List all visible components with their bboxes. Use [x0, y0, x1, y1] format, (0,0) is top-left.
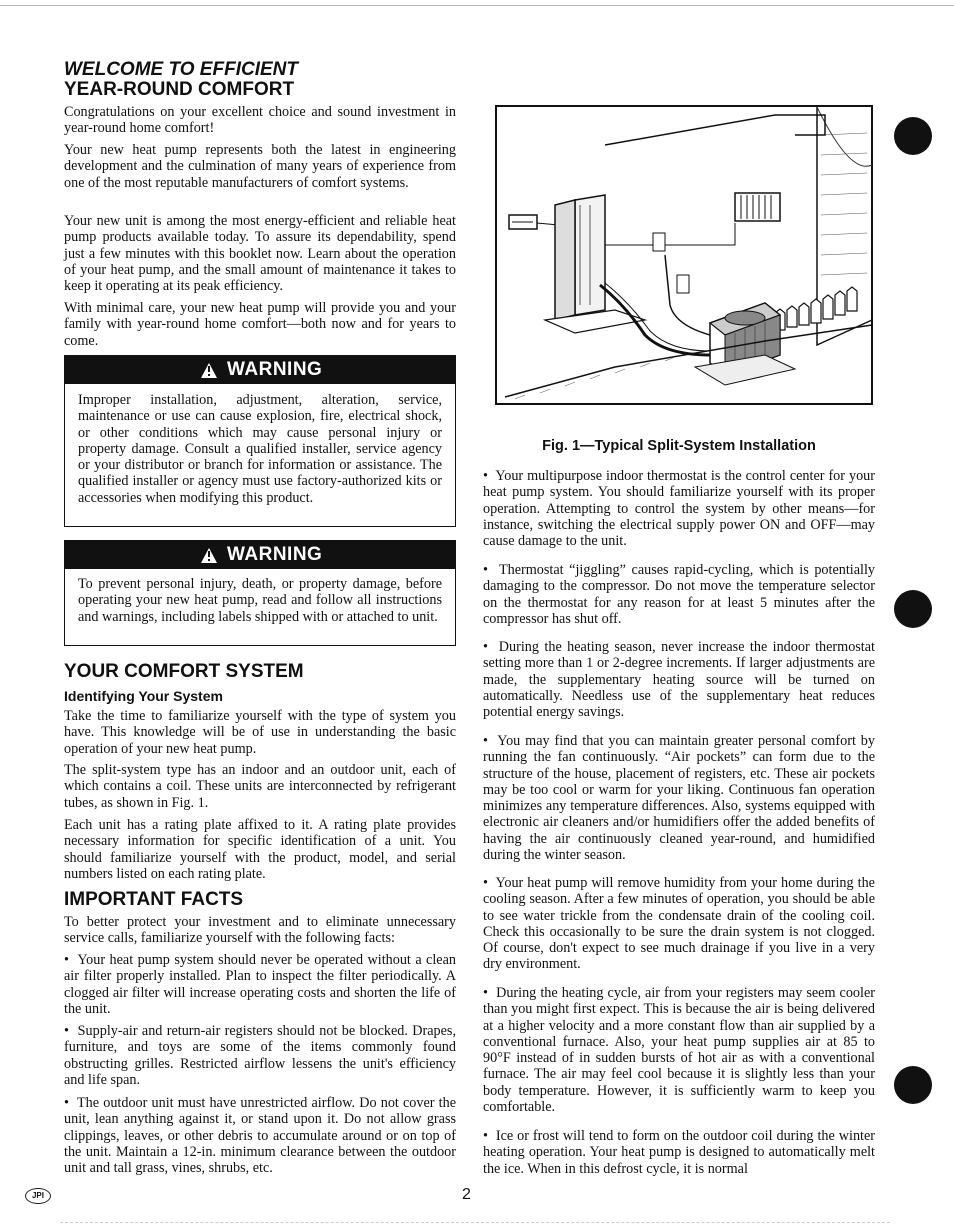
bullet-glyph: •	[483, 639, 488, 655]
warning-box-2	[64, 540, 456, 646]
warning-triangle-icon	[201, 548, 217, 563]
intro-paragraph-2: Your new heat pump represents both the latest in engineering development and the culmination of many years of experience from one of the most reputable manufacturers of comfort systems.	[64, 142, 456, 191]
bullet-glyph: •	[483, 468, 488, 484]
punch-hole-mark	[894, 590, 932, 628]
punch-hole-mark	[894, 117, 932, 155]
fact-3-text: The outdoor unit must have unrestricted airflow. Do not cover the unit, lean anything against it, or stand upon it. Do not allow grass clippings, leaves, or other debris to accumulate around or on top of the unit. Maintain a 12-in. minimum clearance between the outdoor unit and tall grass, vines, shrubs, etc.	[64, 1095, 456, 1177]
comfort-paragraph-1: Take the time to familiarize yourself with the type of system you have. This knowledge will be of use in understanding the basic operation of your new heat pump.	[64, 708, 456, 757]
fact-item-1	[64, 952, 456, 1017]
bullet-7-text: Ice or frost will tend to form on the outdoor coil during the winter heating operation. Your heat pump is designed to automatically melt the ice. When in this defrost cycle, it is normal	[483, 1128, 875, 1177]
split-system-illustration	[495, 105, 873, 405]
warning-text-1: Improper installation, adjustment, alteration, service, maintenance or use can cause explosion, fire, electrical shock, or other conditions which may cause personal injury or property damage. Consult a qualified installer, service agency or your distributor or branch for information or assistance. The qualified installer or agency must use factory-authorized kits or accessories when modifying this product.	[78, 392, 442, 506]
bullet-5-text: Your heat pump will remove humidity from your home during the cooling season. After a few minutes of operation, you should be able to see water trickle from the condensate drain of the cooling coil. Check this occasionally to be sure the drain system is not clogged. Of course, don't expect to see much drainage if you live in a very dry environment.	[483, 875, 875, 973]
intro-paragraph-3: Your new unit is among the most energy-efficient and reliable heat pump products available today. To assure its dependability, spend just a few minutes with this booklet now. Learn about the operation of your heat pump, and the small amount of maintenance it takes to keep it operating at its peak efficiency.	[64, 213, 456, 295]
bullet-item-4	[483, 733, 875, 863]
bullet-glyph: •	[483, 875, 488, 891]
bullet-4-text: You may find that you can maintain greater personal comfort by running the fan continuously. “Air pockets” can form due to the structure of the house, placement of registers, etc. These air pockets may be too cool or warm for your liking. Continuous fan operation minimizes any temperature differences. Also, systems equipped with electronic air cleaners and/or humidifiers offer the added benefits of having the air continuously cleaned year-round, and humidified during the winter season.	[483, 733, 875, 864]
warning-header-1	[65, 356, 455, 384]
bullet-item-5	[483, 875, 875, 973]
bullet-2-text: Thermostat “jiggling” causes rapid-cycling, which is potentially damaging to the compressor. Do not move the temperature selector on the thermostat for any reason for at least 5 minutes after the compressor has shut off.	[483, 562, 876, 627]
bullet-glyph: •	[483, 985, 488, 1001]
top-rule	[0, 5, 954, 6]
facts-intro: To better protect your investment and to eliminate unnecessary service calls, familiarize yourself with the following facts:	[64, 914, 456, 947]
identifying-subheading: Identifying Your System	[64, 688, 223, 704]
bullet-1-text: Your multipurpose indoor thermostat is the control center for your heat pump system. You should familiarize yourself with its proper operation. Attempting to control the system by other means—for instance, switching the electrical supply power ON and OFF—may cause damage to the unit.	[483, 468, 875, 550]
warning-text-2: To prevent personal injury, death, or property damage, before operating your new heat pump, read and follow all instructions and warnings, including labels shipped with or attached to unit.	[78, 576, 442, 625]
brand-logo: JPI	[25, 1188, 51, 1204]
fact-item-3	[64, 1095, 456, 1176]
bullet-glyph: •	[483, 1128, 488, 1144]
warning-title-2: WARNING	[227, 544, 323, 565]
bullet-6-text: During the heating cycle, air from your registers may seem cooler than you might first expect. This is because the air is being delivered at a higher velocity and a more constant flow than air supplied by a conventional furnace. Also, your heat pump supplies air at 85 to 90°F instead of in sudden bursts of hot air as with a conventional furnace. The air may feel cool because it is slightly less than your body temperature. However, it is sufficiently warm to keep you comfortable.	[483, 985, 875, 1116]
bullet-glyph: •	[64, 1095, 69, 1111]
comfort-system-heading: YOUR COMFORT SYSTEM	[64, 661, 304, 682]
bullet-glyph: •	[483, 562, 488, 578]
bullet-item-1	[483, 468, 875, 549]
intro-paragraph-4: With minimal care, your new heat pump will provide you and your family with year-round home comfort—both now and for years to come.	[64, 300, 456, 349]
page-number: 2	[462, 1186, 471, 1203]
bullet-item-2	[483, 562, 875, 627]
welcome-heading-line1: WELCOME TO EFFICIENT	[64, 59, 298, 80]
warning-title-1: WARNING	[227, 359, 323, 380]
comfort-paragraph-3: Each unit has a rating plate affixed to it. A rating plate provides necessary information for specific identification of a unit. You should familiarize yourself with the product, model, and serial numbers listed on each rating plate.	[64, 817, 456, 882]
comfort-paragraph-2: The split-system type has an indoor and an outdoor unit, each of which contains a coil. These units are interconnected by refrigerant tubes, as shown in Fig. 1.	[64, 762, 456, 811]
warning-triangle-icon	[201, 363, 217, 378]
fact-2-text: Supply-air and return-air registers should not be blocked. Drapes, furniture, and toys are some of the items commonly found obstructing grilles. Restricted airflow lessens the unit's efficiency and life span.	[64, 1023, 456, 1088]
bullet-item-7	[483, 1128, 875, 1177]
bullet-3-text: During the heating season, never increase the indoor thermostat setting more than 1 or 2-degree increments. If larger adjustments are made, the supplementary heating source will be turned on automatically. Needless use of the supplementary heat reduces potential energy savings.	[483, 639, 875, 721]
bullet-item-3	[483, 639, 875, 720]
bullet-glyph: •	[64, 952, 69, 968]
bottom-rule	[60, 1222, 890, 1224]
fact-item-2	[64, 1023, 456, 1088]
bullet-glyph: •	[64, 1023, 69, 1039]
figure-caption: Fig. 1—Typical Split-System Installation	[542, 438, 816, 454]
punch-hole-mark	[894, 1066, 932, 1104]
bullet-glyph: •	[483, 733, 488, 749]
important-facts-heading: IMPORTANT FACTS	[64, 889, 244, 910]
intro-paragraph-1: Congratulations on your excellent choice and sound investment in year-round home comfort!	[64, 104, 456, 137]
warning-header-2	[65, 541, 455, 569]
welcome-heading-line2: YEAR-ROUND COMFORT	[64, 79, 295, 100]
warning-box-1	[64, 355, 456, 527]
bullet-item-6	[483, 985, 875, 1115]
fact-1-text: Your heat pump system should never be operated without a clean air filter properly installed. Plan to inspect the filter periodically. A clogged air filter will increase operating costs and shorten the life of the unit.	[64, 952, 456, 1017]
